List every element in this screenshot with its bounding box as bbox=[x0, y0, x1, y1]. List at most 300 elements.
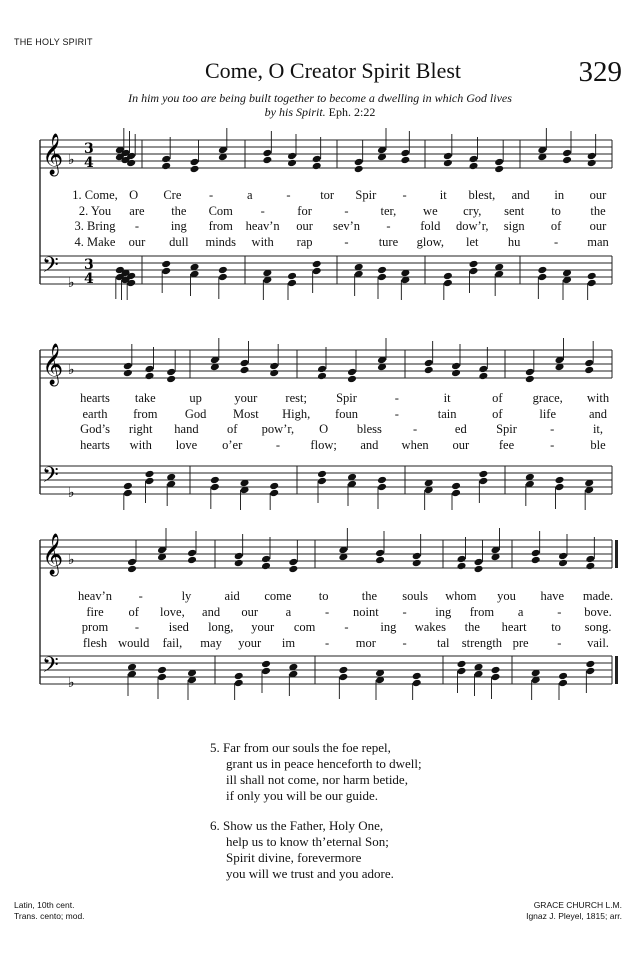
lyric-syllable: - bbox=[344, 234, 349, 249]
note-head bbox=[354, 158, 364, 167]
lyric-syllable: hand bbox=[174, 422, 199, 436]
note-head bbox=[338, 666, 348, 675]
lyric-syllable: earth bbox=[82, 406, 108, 421]
lyric-syllable: God bbox=[184, 406, 207, 421]
lyric-syllable: with bbox=[586, 391, 610, 405]
lyric-syllable: ble bbox=[590, 437, 606, 452]
note-head bbox=[317, 470, 327, 479]
lyric-syllable: with bbox=[251, 234, 274, 249]
note-head bbox=[317, 477, 327, 486]
note-head bbox=[451, 369, 461, 378]
lyric-syllable: heav’n bbox=[77, 589, 113, 603]
lyric-syllable: 4. Make bbox=[74, 234, 116, 249]
lyric-syllable: Most bbox=[233, 406, 259, 421]
lyric-syllable: grace, bbox=[532, 391, 563, 405]
lyric-syllable: ed bbox=[454, 422, 467, 436]
lyric-syllable: - bbox=[325, 604, 330, 619]
lyric-syllable: - bbox=[550, 422, 555, 436]
note-head bbox=[451, 482, 461, 491]
note-head bbox=[187, 556, 197, 565]
note-head bbox=[312, 162, 322, 171]
lyric-syllable: aid bbox=[224, 589, 240, 603]
lyric-syllable: fail, bbox=[162, 635, 183, 650]
note-head bbox=[157, 673, 167, 682]
note-head bbox=[234, 672, 244, 681]
note-head bbox=[585, 660, 595, 669]
lyric-syllable: hearts bbox=[80, 391, 110, 405]
note-head bbox=[288, 558, 298, 567]
note-head bbox=[412, 552, 422, 561]
lyric-syllable: ing bbox=[380, 620, 397, 634]
note-head bbox=[269, 482, 279, 491]
note-head bbox=[469, 162, 479, 171]
lyrics-system-2 bbox=[0, 391, 640, 455]
lyric-syllable: - bbox=[553, 234, 559, 249]
note-head bbox=[262, 149, 272, 158]
lyric-syllable: love bbox=[175, 437, 198, 452]
note-head bbox=[269, 362, 279, 371]
note-head bbox=[555, 476, 565, 485]
lyric-syllable: and bbox=[360, 437, 379, 452]
lyric-syllable: mor bbox=[355, 635, 376, 650]
lyric-syllable: glow, bbox=[416, 234, 444, 249]
lyric-syllable: the bbox=[590, 203, 606, 218]
lyric-syllable: up bbox=[189, 391, 202, 405]
note-head bbox=[558, 552, 568, 561]
note-head bbox=[451, 362, 461, 371]
lyric-syllable: it bbox=[443, 391, 451, 405]
note-head bbox=[443, 279, 453, 288]
lyric-syllable: Spir bbox=[355, 188, 377, 202]
note-head bbox=[210, 483, 220, 492]
lyric-syllable: tor bbox=[320, 188, 335, 202]
lyric-syllable: ing bbox=[435, 604, 452, 619]
lyric-syllable: blest, bbox=[468, 188, 496, 202]
note-head bbox=[161, 260, 171, 269]
stanza-line: 6. Show us the Father, Holy One, bbox=[210, 818, 384, 833]
text-source: Latin, 10th cent. bbox=[14, 900, 75, 910]
lyric-syllable: bove. bbox=[584, 604, 612, 619]
lyric-syllable: to bbox=[551, 620, 561, 634]
lyric-syllable: cry, bbox=[463, 203, 482, 218]
note-head bbox=[491, 673, 501, 682]
note-head bbox=[261, 660, 271, 669]
lyric-line bbox=[0, 620, 640, 635]
lyric-syllable: to bbox=[318, 589, 329, 603]
lyric-syllable: - bbox=[402, 188, 407, 202]
note-head bbox=[145, 477, 155, 486]
note-head bbox=[457, 660, 467, 669]
lyric-syllable: - bbox=[394, 391, 399, 405]
lyric-syllable: our bbox=[589, 219, 607, 233]
lyric-syllable: of bbox=[550, 219, 562, 233]
lyric-syllable: dow’r, bbox=[456, 219, 489, 233]
note-head bbox=[287, 159, 297, 168]
lyric-syllable: of bbox=[226, 422, 238, 436]
lyric-syllable: the bbox=[361, 589, 377, 603]
epigraph-reference: Eph. 2:22 bbox=[328, 105, 376, 119]
epigraph-line-1: In him you too are being built together to become a dwelling in which God lives bbox=[128, 91, 512, 105]
lyric-syllable: ing bbox=[170, 219, 187, 233]
note-head bbox=[525, 375, 535, 384]
note-head bbox=[412, 679, 422, 688]
note-head bbox=[412, 672, 422, 681]
flat-sign-icon: ♭ bbox=[68, 485, 75, 501]
lyric-line bbox=[0, 391, 640, 406]
lyric-syllable: may bbox=[200, 635, 222, 650]
note-head bbox=[354, 165, 364, 174]
lyrics-system-1 bbox=[0, 188, 640, 252]
note-head bbox=[443, 152, 453, 161]
lyric-syllable: - bbox=[412, 422, 418, 436]
lyric-syllable: prom bbox=[81, 620, 109, 634]
note-head bbox=[584, 366, 594, 375]
stanza-line: if only you will be our guide. bbox=[226, 788, 379, 803]
time-signature-bottom: 4 bbox=[84, 271, 94, 287]
note-head bbox=[585, 562, 595, 571]
lyric-syllable: right bbox=[128, 422, 153, 436]
note-head bbox=[494, 165, 504, 174]
note-head bbox=[261, 667, 271, 676]
lyric-syllable: Com bbox=[208, 203, 233, 218]
note-head bbox=[218, 273, 228, 282]
note-head bbox=[478, 372, 488, 381]
lyric-syllable: love, bbox=[160, 604, 185, 619]
note-head bbox=[261, 555, 271, 564]
lyric-syllable: vail. bbox=[587, 635, 609, 650]
note-head bbox=[287, 152, 297, 161]
lyric-syllable: life bbox=[539, 406, 557, 421]
lyric-syllable: fee bbox=[498, 437, 515, 452]
note-head bbox=[478, 470, 488, 479]
note-head bbox=[377, 273, 387, 282]
lyric-syllable: of bbox=[128, 604, 139, 619]
tune-name: GRACE CHURCH L.M. bbox=[533, 900, 622, 910]
note-head bbox=[469, 267, 479, 276]
flat-sign-icon: ♭ bbox=[68, 362, 75, 378]
lyric-syllable: and bbox=[588, 406, 608, 421]
lyric-syllable: a bbox=[517, 604, 524, 619]
treble-clef-icon: 𝄞 bbox=[42, 134, 64, 175]
lyric-syllable: your bbox=[251, 620, 275, 634]
note-head bbox=[587, 152, 597, 161]
lyric-syllable: bless bbox=[356, 422, 382, 436]
note-head bbox=[424, 366, 434, 375]
note-head bbox=[555, 483, 565, 492]
lyric-syllable: - bbox=[386, 219, 391, 233]
lyric-syllable: pre bbox=[512, 635, 529, 650]
note-head bbox=[145, 372, 155, 381]
note-head bbox=[491, 666, 501, 675]
note-head bbox=[400, 149, 410, 158]
note-head bbox=[525, 368, 535, 377]
lyric-syllable: - bbox=[344, 203, 349, 218]
note-head bbox=[240, 359, 250, 368]
note-head bbox=[166, 375, 176, 384]
lyric-syllable: sign bbox=[503, 219, 525, 233]
lyric-syllable: tain bbox=[437, 406, 457, 421]
note-head bbox=[457, 555, 467, 564]
lyric-syllable: when bbox=[401, 437, 429, 452]
lyric-syllable: heav’n bbox=[245, 219, 280, 233]
lyric-syllable: - bbox=[138, 589, 143, 603]
lyric-syllable: God’s bbox=[80, 422, 110, 436]
note-head bbox=[585, 555, 595, 564]
lyric-syllable: - bbox=[557, 604, 562, 619]
note-head bbox=[240, 366, 250, 375]
lyric-syllable: ture bbox=[378, 234, 399, 249]
lyric-syllable: - bbox=[550, 437, 555, 452]
note-head bbox=[157, 666, 167, 675]
note-head bbox=[287, 279, 297, 288]
lyric-syllable: with bbox=[129, 437, 152, 452]
translation-credit: Trans. cento; mod. bbox=[14, 911, 85, 921]
section-label: THE HOLY SPIRIT bbox=[14, 37, 93, 47]
lyric-syllable: - bbox=[134, 620, 139, 634]
lyrics-system-3 bbox=[0, 589, 640, 653]
lyric-line bbox=[0, 235, 640, 250]
bass-clef-icon: 𝄢 bbox=[42, 463, 59, 493]
lyric-syllable: 1. Come, bbox=[72, 188, 118, 202]
lyric-syllable: Cre bbox=[163, 188, 182, 202]
stanza-5 bbox=[210, 740, 422, 804]
note-head bbox=[234, 552, 244, 561]
note-head bbox=[234, 559, 244, 568]
note-head bbox=[123, 489, 133, 498]
footer-text-credit bbox=[14, 900, 85, 922]
lyric-syllable: a bbox=[246, 188, 253, 202]
lyric-syllable: - bbox=[134, 219, 139, 233]
note-head bbox=[218, 266, 228, 275]
lyric-syllable: from bbox=[208, 219, 233, 233]
scripture-epigraph bbox=[80, 91, 560, 119]
note-head bbox=[288, 565, 298, 574]
note-head bbox=[123, 369, 133, 378]
note-head bbox=[161, 155, 171, 164]
time-signature-bottom: 4 bbox=[84, 155, 94, 171]
lyric-line bbox=[0, 219, 640, 234]
note-head bbox=[145, 365, 155, 374]
lyric-syllable: High, bbox=[282, 406, 311, 421]
lyric-syllable: hu bbox=[507, 234, 521, 249]
note-head bbox=[161, 267, 171, 276]
note-head bbox=[338, 673, 348, 682]
lyric-syllable: our bbox=[241, 604, 259, 619]
lyric-syllable: long, bbox=[208, 620, 234, 634]
lyric-syllable: tal bbox=[436, 635, 450, 650]
lyric-syllable: - bbox=[286, 188, 291, 202]
lyric-syllable: come bbox=[264, 589, 292, 603]
lyric-syllable: have bbox=[540, 589, 565, 603]
note-head bbox=[261, 562, 271, 571]
note-head bbox=[317, 372, 327, 381]
lyric-syllable: dull bbox=[169, 234, 189, 249]
note-head bbox=[478, 477, 488, 486]
note-head bbox=[562, 156, 572, 165]
note-head bbox=[375, 556, 385, 565]
note-head bbox=[469, 155, 479, 164]
note-head bbox=[451, 489, 461, 498]
lyric-syllable: and bbox=[202, 604, 221, 619]
lyric-syllable: it, bbox=[592, 422, 604, 436]
flat-sign-icon: ♭ bbox=[68, 552, 75, 568]
time-signature-top: 3 bbox=[84, 257, 94, 273]
note-head bbox=[558, 672, 568, 681]
note-head bbox=[269, 369, 279, 378]
lyric-syllable: we bbox=[423, 203, 438, 218]
note-head bbox=[457, 562, 467, 571]
lyric-syllable: Spir bbox=[336, 391, 357, 405]
lyric-syllable: our bbox=[128, 234, 146, 249]
note-head bbox=[531, 549, 541, 558]
lyric-syllable: man bbox=[587, 234, 609, 249]
note-head bbox=[377, 266, 387, 275]
flat-sign-icon: ♭ bbox=[68, 275, 75, 291]
lyric-syllable: your bbox=[234, 391, 258, 405]
note-head bbox=[585, 667, 595, 676]
note-head bbox=[145, 470, 155, 479]
stanza-line: Spirit divine, forevermore bbox=[226, 850, 362, 865]
lyric-syllable: im bbox=[281, 635, 296, 650]
note-head bbox=[424, 359, 434, 368]
note-head bbox=[269, 489, 279, 498]
lyric-syllable: minds bbox=[205, 234, 237, 249]
note-head bbox=[558, 559, 568, 568]
note-head bbox=[443, 272, 453, 281]
lyric-syllable: of bbox=[492, 406, 503, 421]
treble-clef-icon: 𝄞 bbox=[42, 344, 64, 385]
lyric-line bbox=[0, 188, 640, 203]
lyric-syllable: the bbox=[171, 203, 187, 218]
lyric-line bbox=[0, 438, 640, 453]
note-head bbox=[123, 362, 133, 371]
note-head bbox=[562, 149, 572, 158]
note-head bbox=[474, 565, 484, 574]
epigraph-line-2 bbox=[80, 105, 560, 119]
composer-credit: Ignaz J. Pleyel, 1815; arr. bbox=[526, 911, 622, 921]
lyric-syllable: strength bbox=[461, 635, 503, 650]
lyric-syllable: o’er bbox=[222, 437, 243, 452]
footer-tune-credit bbox=[526, 900, 622, 922]
note-head bbox=[312, 267, 322, 276]
lyric-syllable: Spir bbox=[496, 422, 517, 436]
lyric-syllable: - bbox=[275, 437, 280, 452]
note-head bbox=[587, 279, 597, 288]
note-head bbox=[262, 156, 272, 165]
note-head bbox=[537, 273, 547, 282]
lyric-line bbox=[0, 407, 640, 422]
note-head bbox=[457, 667, 467, 676]
lyric-line bbox=[0, 204, 640, 219]
lyric-syllable: rest; bbox=[285, 391, 307, 405]
note-head bbox=[187, 549, 197, 558]
lyric-syllable: to bbox=[551, 203, 561, 218]
note-head bbox=[537, 266, 547, 275]
lyric-syllable: the bbox=[464, 620, 480, 634]
lyric-syllable: sent bbox=[504, 203, 525, 218]
lyric-syllable: - bbox=[394, 406, 399, 421]
treble-clef-icon: 𝄞 bbox=[42, 534, 64, 575]
note-head bbox=[210, 476, 220, 485]
lyric-syllable: O bbox=[319, 422, 329, 436]
lyric-syllable: from bbox=[133, 406, 158, 421]
lyric-syllable: - bbox=[344, 620, 349, 634]
lyric-syllable: in bbox=[554, 188, 565, 202]
note-head bbox=[317, 365, 327, 374]
note-head bbox=[474, 558, 484, 567]
note-head bbox=[375, 549, 385, 558]
note-head bbox=[584, 359, 594, 368]
final-barline bbox=[615, 540, 618, 568]
note-head bbox=[190, 165, 200, 174]
lyric-syllable: souls bbox=[402, 589, 428, 603]
note-head bbox=[377, 476, 387, 485]
lyric-syllable: ised bbox=[168, 620, 189, 634]
lyric-syllable: - bbox=[208, 188, 214, 202]
lyric-syllable: from bbox=[469, 604, 495, 619]
lyric-syllable: - bbox=[557, 635, 562, 650]
lyric-line bbox=[0, 422, 640, 437]
note-head bbox=[234, 679, 244, 688]
final-barline bbox=[615, 656, 618, 684]
lyric-syllable: O bbox=[129, 188, 139, 202]
lyric-syllable: our bbox=[452, 437, 470, 452]
lyric-syllable: pow’r, bbox=[261, 422, 295, 436]
bass-clef-icon: 𝄢 bbox=[42, 653, 59, 683]
note-head bbox=[400, 156, 410, 165]
lyric-syllable: let bbox=[466, 234, 479, 249]
lyric-syllable: take bbox=[134, 391, 156, 405]
lyric-line bbox=[0, 605, 640, 620]
note-head bbox=[190, 158, 200, 167]
note-head bbox=[127, 565, 137, 574]
note-head bbox=[587, 159, 597, 168]
flat-sign-icon: ♭ bbox=[68, 152, 75, 168]
note-head bbox=[123, 482, 133, 491]
note-head bbox=[443, 159, 453, 168]
lyric-line bbox=[0, 636, 640, 651]
note-head bbox=[587, 272, 597, 281]
lyric-syllable: your bbox=[238, 635, 262, 650]
time-signature-top: 3 bbox=[84, 141, 94, 157]
extra-stanzas bbox=[210, 740, 422, 896]
note-head bbox=[161, 162, 171, 171]
lyric-syllable: - bbox=[402, 604, 407, 619]
lyric-syllable: for bbox=[297, 203, 312, 218]
note-head bbox=[494, 158, 504, 167]
note-head bbox=[558, 679, 568, 688]
flat-sign-icon: ♭ bbox=[68, 675, 75, 691]
note-head bbox=[531, 556, 541, 565]
note-head bbox=[377, 483, 387, 492]
lyric-syllable: 2. You bbox=[78, 203, 112, 218]
lyric-syllable: fold bbox=[420, 219, 441, 233]
note-head bbox=[127, 558, 137, 567]
stanza-line: you will we trust and you adore. bbox=[226, 866, 394, 881]
lyric-syllable: and bbox=[511, 188, 530, 202]
lyric-syllable: whom bbox=[445, 589, 477, 603]
bass-clef-icon: 𝄢 bbox=[42, 253, 59, 283]
lyric-syllable: it bbox=[439, 188, 447, 202]
note-head bbox=[312, 155, 322, 164]
lyric-syllable: sev’n bbox=[332, 219, 361, 233]
lyric-syllable: would bbox=[118, 635, 150, 650]
lyric-syllable: ly bbox=[181, 589, 192, 603]
lyric-syllable: flesh bbox=[82, 635, 108, 650]
lyric-syllable: our bbox=[296, 219, 313, 233]
stanza-line: 5. Far from our souls the foe repel, bbox=[210, 740, 391, 755]
stanza-line: ill shall not come, nor harm betide, bbox=[226, 772, 408, 787]
